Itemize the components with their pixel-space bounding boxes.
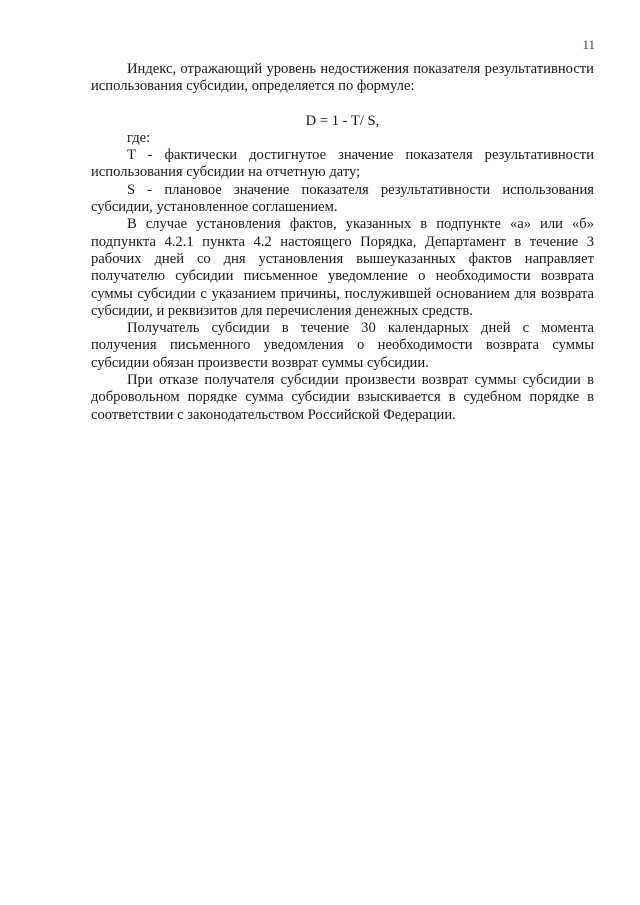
page-number: 11 xyxy=(582,37,595,52)
formula: D = 1 - T/ S, xyxy=(305,112,380,129)
paragraph-return-period: Получатель субсидии в течение 30 календарных дней с момента получения письменного уведомления о необходимости возврата суммы субсидии обязан произвести возврат суммы субсидии. xyxy=(91,320,594,371)
definition-t: T - фактически достигнутое значение показателя результативности использования субсидии на отчетную дату; xyxy=(91,147,594,181)
definition-s: S - плановое значение показателя результативности использования субсидии, установленное соглашением. xyxy=(91,181,594,216)
document-body xyxy=(91,61,594,424)
paragraph-where: где: xyxy=(127,129,151,146)
paragraph-refusal: При отказе получателя субсидии произвести возврат суммы субсидии в добровольном порядке сумма субсидии взыскивается в судебном порядке в соответствии с законодательством Российской Федерации. xyxy=(91,372,594,423)
paragraph-intro: Индекс, отражающий уровень недостижения показателя результативности использования субсидии, определяется по формуле: xyxy=(91,61,594,95)
paragraph-notification: В случае установления фактов, указанных в подпункте «а» или «б» подпункта 4.2.1 пункта 4.2 настоящего Порядка, Департамент в течение 3 рабочих дней со дня установления вышеуказанных фактов направляет получателю субсидии письменное уведомление о необходимости возврата суммы субсидии с указанием причины, послужившей основанием для возврата субсидии, и реквизитов для перечисления денежных средств. xyxy=(91,216,594,319)
